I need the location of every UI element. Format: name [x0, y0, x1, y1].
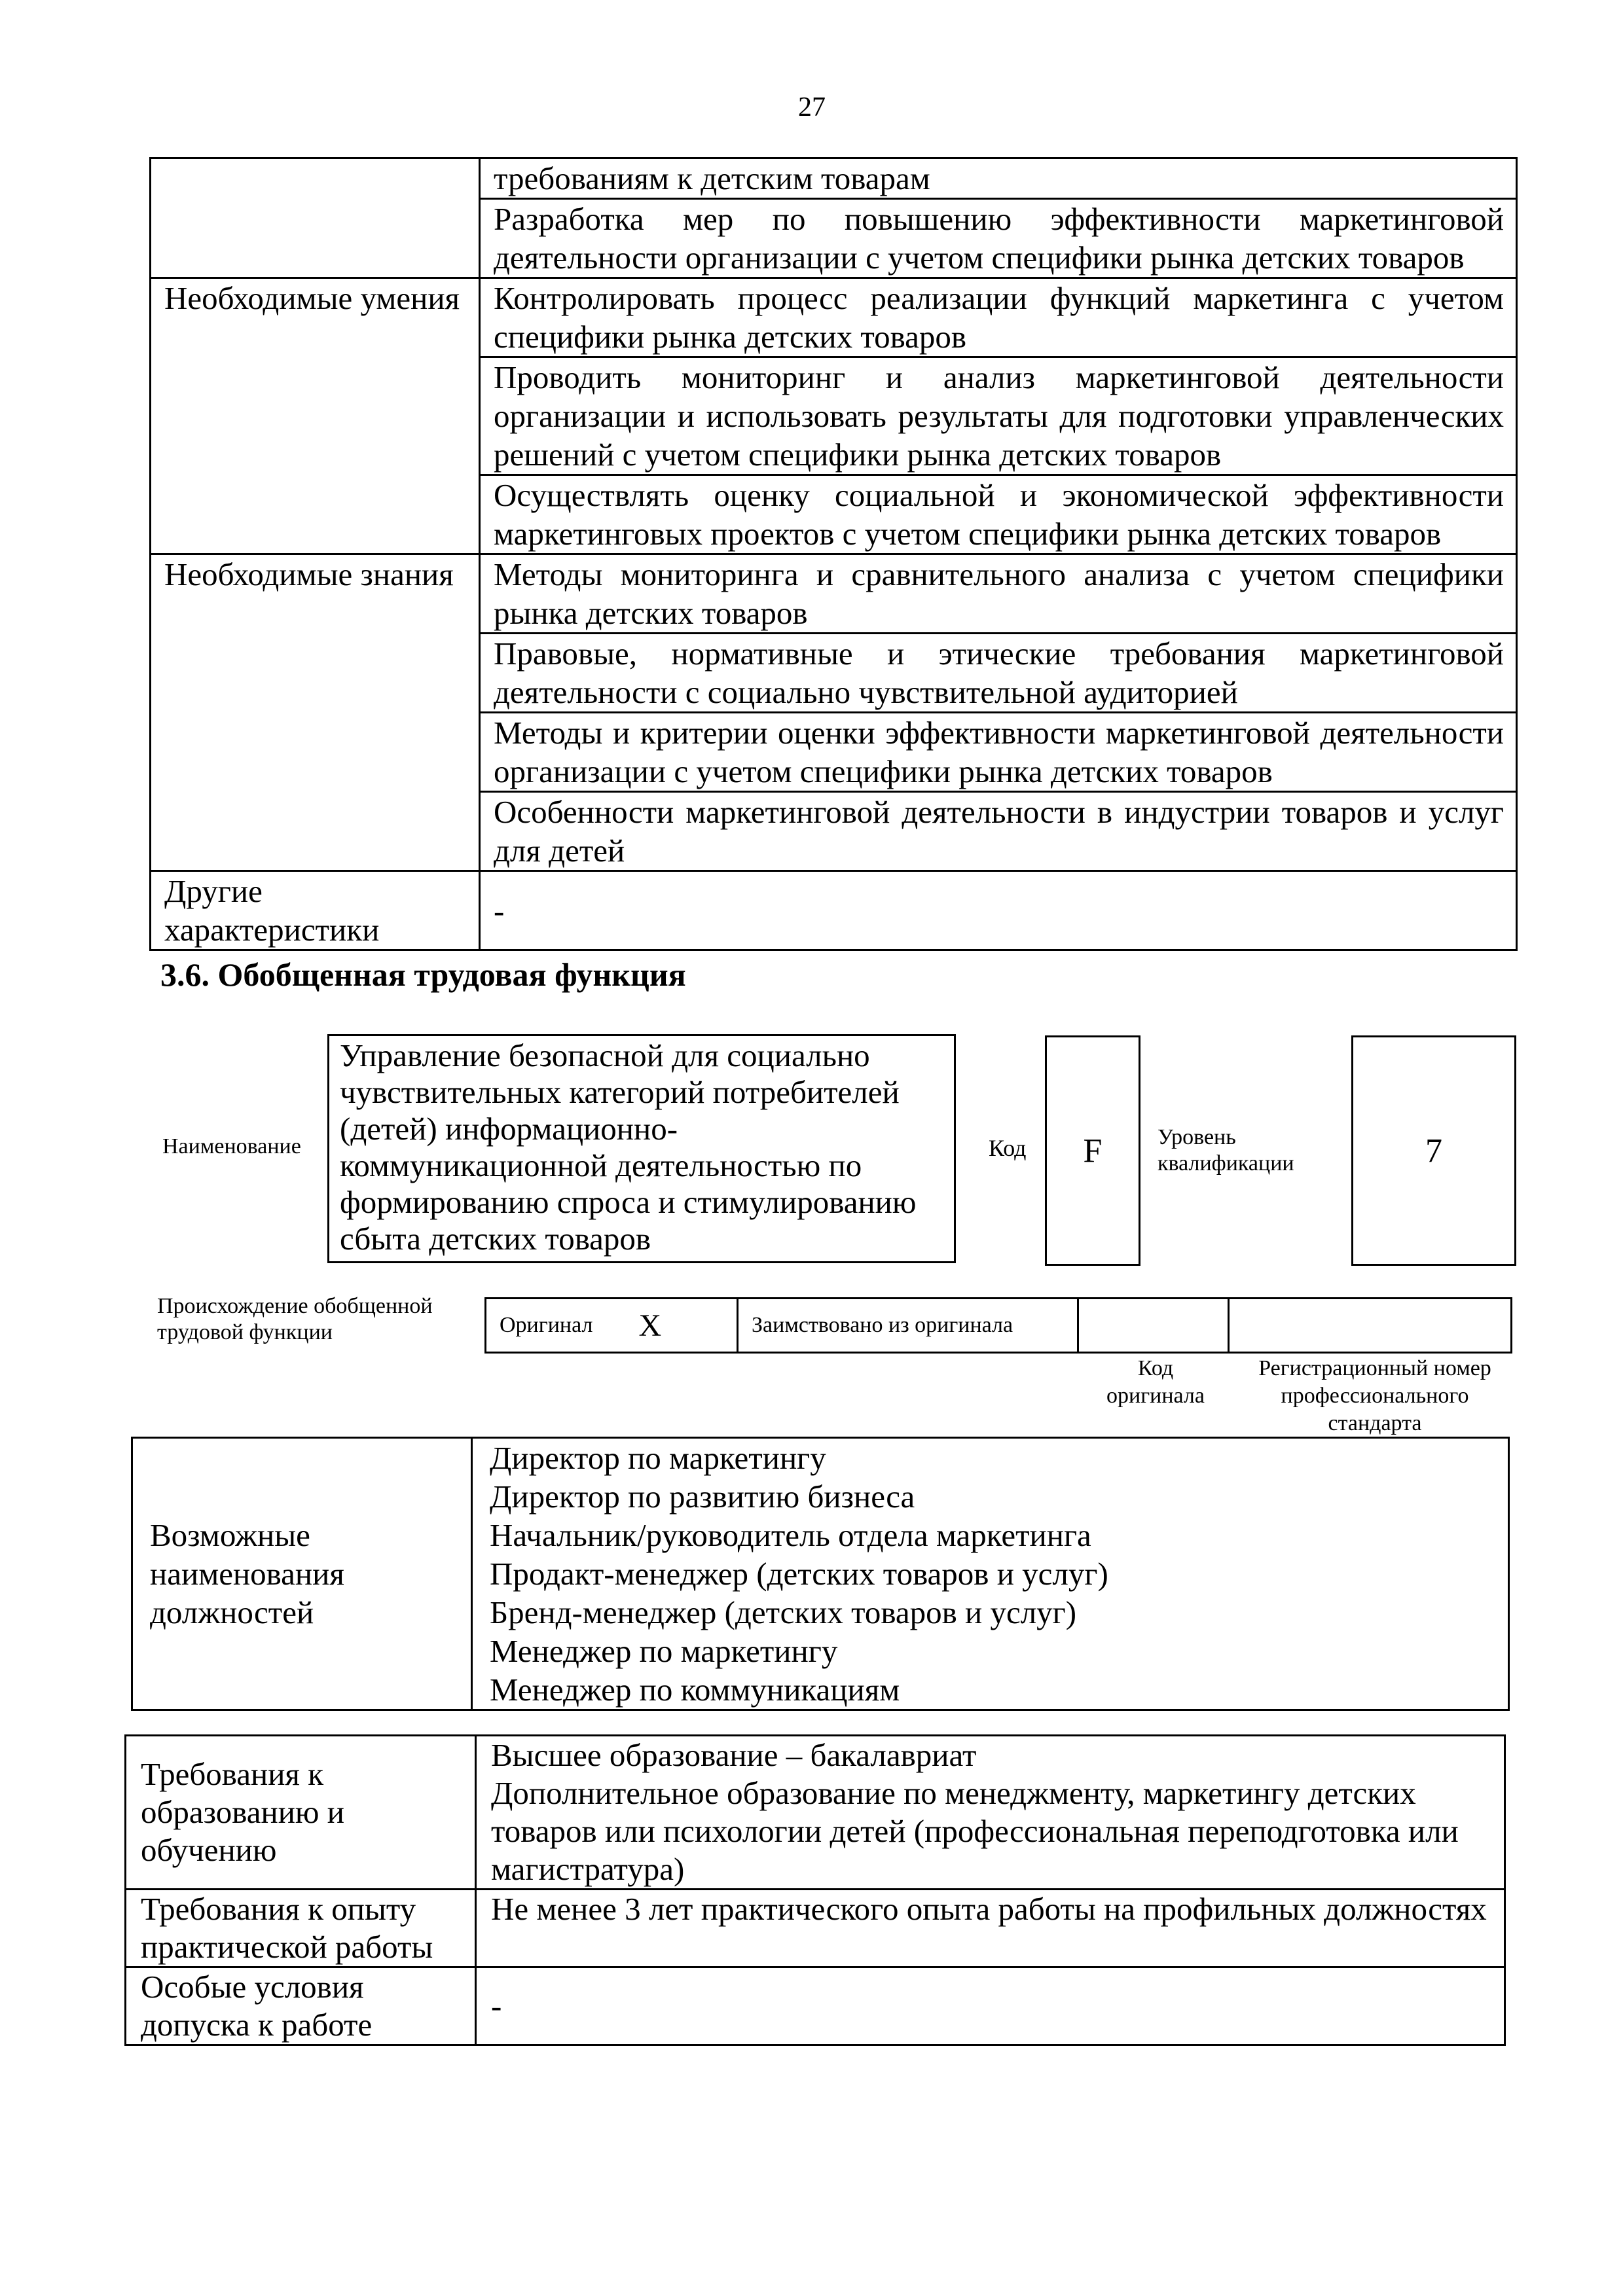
caption-code: Код оригинала — [1106, 1356, 1205, 1408]
caption-reg-number: Регистрационный номер профессионального стандарта — [1258, 1356, 1491, 1435]
level-label-2: квалификации — [1158, 1151, 1294, 1175]
row-label-knowledge: Необходимые знания — [151, 554, 480, 871]
reg-number-cell — [1230, 1299, 1510, 1352]
list-item: Продакт-менеджер (детских товаров и услуг) — [490, 1556, 1108, 1592]
education-label: Требования к образованию и обучению — [126, 1736, 476, 1890]
conditions-label: Особые условия допуска к работе — [126, 1967, 476, 2045]
origin-box — [484, 1297, 1512, 1354]
list-item: Менеджер по маркетингу — [490, 1633, 838, 1669]
list-item: Директор по развитию бизнеса — [490, 1479, 915, 1515]
row-text: Контролировать процесс реализации функций маркетинга с учетом специфики рынка детских товаров — [480, 278, 1517, 357]
row-text: Разработка мер по повышению эффективности маркетинговой деятельности организации с учетом специфики рынка детских товаров — [480, 199, 1517, 278]
row-text: - — [480, 871, 1517, 950]
experience-value: Не менее 3 лет практического опыта работы на профильных должностях — [476, 1890, 1505, 1967]
list-item: Директор по маркетингу — [490, 1440, 826, 1476]
education-value: Высшее образование – бакалавриат Дополнительное образование по менеджменту, маркетингу детских товаров или психологии детей (профессиональная переподготовка или магистратура) — [476, 1736, 1505, 1890]
page-number: 27 — [798, 92, 826, 122]
table-row — [126, 1890, 1505, 1967]
table-row — [126, 1967, 1505, 2045]
origin-label-2: трудовой функции — [157, 1320, 333, 1344]
row-label-skills: Необходимые умения — [151, 278, 480, 554]
original-cell — [486, 1299, 739, 1352]
table-row — [151, 158, 1517, 199]
table-row — [126, 1736, 1505, 1890]
positions-table — [131, 1437, 1510, 1711]
function-name-box: Управление безопасной для социально чувствительных категорий потребителей (детей) информационно-коммуникационной деятельностью по формированию спроса и стимулированию сбыта детских товаров — [327, 1034, 956, 1263]
requirements-table — [124, 1734, 1506, 2046]
table-row — [151, 278, 1517, 357]
row-text: требованиям к детским товарам — [480, 158, 1517, 199]
experience-label: Требования к опыту практической работы — [126, 1890, 476, 1967]
list-item: Бренд-менеджер (детских товаров и услуг) — [490, 1594, 1077, 1630]
original-label: Оригинал — [500, 1313, 593, 1337]
table-row — [151, 554, 1517, 634]
skills-knowledge-table — [149, 157, 1518, 951]
row-label — [151, 158, 480, 278]
original-mark: X — [638, 1308, 662, 1343]
origin-label-1: Происхождение обобщенной — [157, 1294, 433, 1318]
row-label-other: Другие характеристики — [151, 871, 480, 950]
list-item: Менеджер по коммуникациям — [490, 1672, 900, 1708]
positions-label: Возможные наименования должностей — [132, 1438, 472, 1710]
row-text: Особенности маркетинговой деятельности в индустрии товаров и услуг для детей — [480, 792, 1517, 871]
code-value-box: F — [1045, 1035, 1140, 1266]
original-code-cell — [1079, 1299, 1230, 1352]
list-item: Начальник/руководитель отдела маркетинга — [490, 1517, 1091, 1553]
table-row — [132, 1438, 1509, 1710]
conditions-value: - — [476, 1967, 1505, 2045]
row-text: Осуществлять оценку социальной и экономической эффективности маркетинговых проектов с учетом специфики рынка детских товаров — [480, 475, 1517, 554]
row-text: Правовые, нормативные и этические требования маркетинговой деятельности с социально чувствительной аудиторией — [480, 634, 1517, 713]
level-value-box: 7 — [1351, 1035, 1516, 1266]
table-row — [151, 871, 1517, 950]
positions-list — [472, 1438, 1509, 1710]
borrowed-cell — [739, 1299, 1079, 1352]
borrowed-label: Заимствовано из оригинала — [752, 1313, 1013, 1337]
row-text: Проводить мониторинг и анализ маркетинговой деятельности организации и использовать результаты для подготовки управленческих решений с учетом специфики рынка детских товаров — [480, 357, 1517, 475]
section-heading: 3.6. Обобщенная трудовая функция — [160, 956, 686, 993]
code-label: Код — [989, 1135, 1027, 1161]
row-text: Методы и критерии оценки эффективности маркетинговой деятельности организации с учетом специфики рынка детских товаров — [480, 713, 1517, 792]
name-label: Наименование — [162, 1134, 301, 1158]
row-text: Методы мониторинга и сравнительного анализа с учетом специфики рынка детских товаров — [480, 554, 1517, 634]
level-label-1: Уровень — [1158, 1125, 1236, 1149]
